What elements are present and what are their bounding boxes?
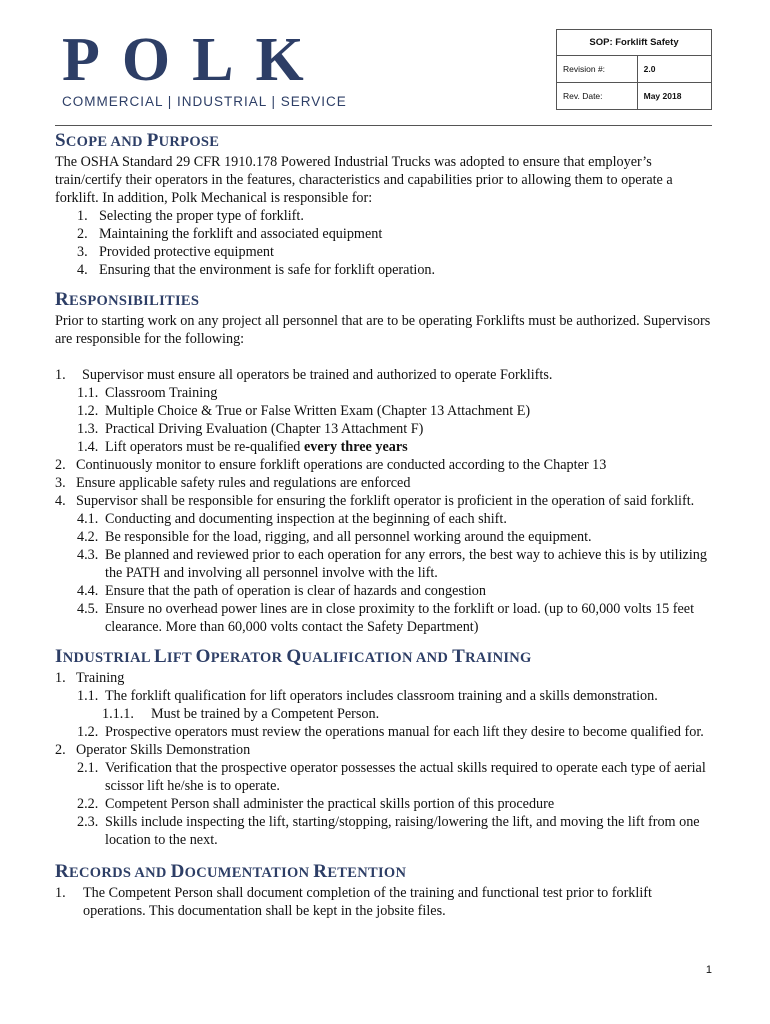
- list-item: 1. Selecting the proper type of forklift.: [77, 208, 304, 224]
- scope-intro: The OSHA Standard 29 CFR 1910.178 Powered Industrial Trucks was adopted to ensure that employer’s train/certify their operators in the features, characteristics and capabilities prior to allowing them to operate a forklift. In addition, Polk Mechanical is responsible for:: [55, 154, 673, 206]
- document-body: [55, 130, 715, 920]
- list-item: 2.2. Competent Person shall administer the practical skills portion of this procedure: [77, 796, 555, 812]
- responsibilities-intro: Prior to starting work on any project all personnel that are to be operating Forklifts must be authorized. Supervisors are responsible for the following:: [55, 313, 711, 347]
- revision-value: 2.0: [637, 56, 711, 83]
- list-item: 1.1. Classroom Training: [77, 385, 218, 401]
- rev-date-label: Rev. Date:: [557, 83, 638, 110]
- revision-label: Revision #:: [557, 56, 638, 83]
- sop-header-table: [556, 29, 712, 110]
- list-item: 2.1. Verification that the prospective operator possesses the actual skills required to operate each type of aerial scissor lift he/she is to operate.: [77, 760, 706, 794]
- list-item: 4.4. Ensure that the path of operation is clear of hazards and congestion: [77, 583, 486, 599]
- header-divider: [55, 125, 712, 126]
- list-item: 4.5. Ensure no overhead power lines are in close proximity to the forklift or load. (up to 60,000 volts 15 feet clearance. More than 60,000 volts contact the Safety Department): [77, 601, 695, 635]
- polk-logo: [62, 26, 347, 109]
- list-item: 4.2. Be responsible for the load, rigging, and all personnel working around the equipment.: [77, 529, 592, 545]
- list-item: 1.4. Lift operators must be re-qualified every three years: [77, 439, 408, 455]
- scope-heading: SCOPE AND PURPOSE: [55, 130, 220, 151]
- list-item: 3. Provided protective equipment: [77, 244, 274, 260]
- logo-wordmark: POLK: [62, 26, 326, 94]
- list-item: 1. The Competent Person shall document completion of the training and functional test prior to forklift operations. This documentation shall be kept in the jobsite files.: [55, 885, 652, 919]
- rev-date-value: May 2018: [637, 83, 711, 110]
- list-item: 1.2. Multiple Choice & True or False Written Exam (Chapter 13 Attachment E): [77, 403, 531, 419]
- list-item: 1. Training: [55, 670, 125, 686]
- list-item: 2. Maintaining the forklift and associated equipment: [77, 226, 383, 242]
- list-item: 4.3. Be planned and reviewed prior to each operation for any errors, the best way to achieve this is by utilizing the PATH and involving all personnel involve with the lift.: [77, 547, 707, 581]
- list-item: 1. Supervisor must ensure all operators be trained and authorized to operate Forklifts.: [55, 367, 553, 383]
- list-item: 2. Continuously monitor to ensure forklift operations are conducted according to the Chapter 13: [55, 457, 607, 473]
- list-item: 4.1. Conducting and documenting inspection at the beginning of each shift.: [77, 511, 507, 527]
- sop-title: SOP: Forklift Safety: [557, 30, 712, 56]
- responsibilities-heading: RESPONSIBILITIES: [55, 289, 200, 310]
- list-item: 4. Ensuring that the environment is safe for forklift operation.: [77, 262, 436, 278]
- list-item: 4. Supervisor shall be responsible for ensuring the forklift operator is proficient in the operation of said forklift.: [55, 493, 695, 509]
- responsibilities-section: [55, 289, 715, 636]
- page-number: 1: [705, 964, 712, 976]
- records-heading: RECORDS AND DOCUMENTATION RETENTION: [55, 861, 407, 882]
- list-item: 1.3. Practical Driving Evaluation (Chapter 13 Attachment F): [77, 421, 424, 437]
- training-section: [55, 646, 715, 849]
- scope-section: [55, 130, 715, 279]
- list-item: 1.2. Prospective operators must review the operations manual for each lift they desire to become qualified for.: [77, 724, 704, 740]
- list-item: 3. Ensure applicable safety rules and regulations are enforced: [55, 475, 411, 491]
- training-heading: INDUSTRIAL LIFT OPERATOR QUALIFICATION AND TRAINING: [55, 646, 532, 667]
- list-item: 1.1. The forklift qualification for lift operators includes classroom training and a skills demonstration.: [77, 688, 658, 704]
- list-item: 2. Operator Skills Demonstration: [55, 742, 251, 758]
- list-item: 1.1.1. Must be trained by a Competent Person.: [102, 706, 380, 722]
- records-section: [55, 861, 715, 920]
- logo-tagline: COMMERCIAL | INDUSTRIAL | SERVICE: [62, 94, 347, 109]
- list-item: 2.3. Skills include inspecting the lift, starting/stopping, raising/lowering the lift, and moving the lift from one location to the next.: [77, 814, 700, 848]
